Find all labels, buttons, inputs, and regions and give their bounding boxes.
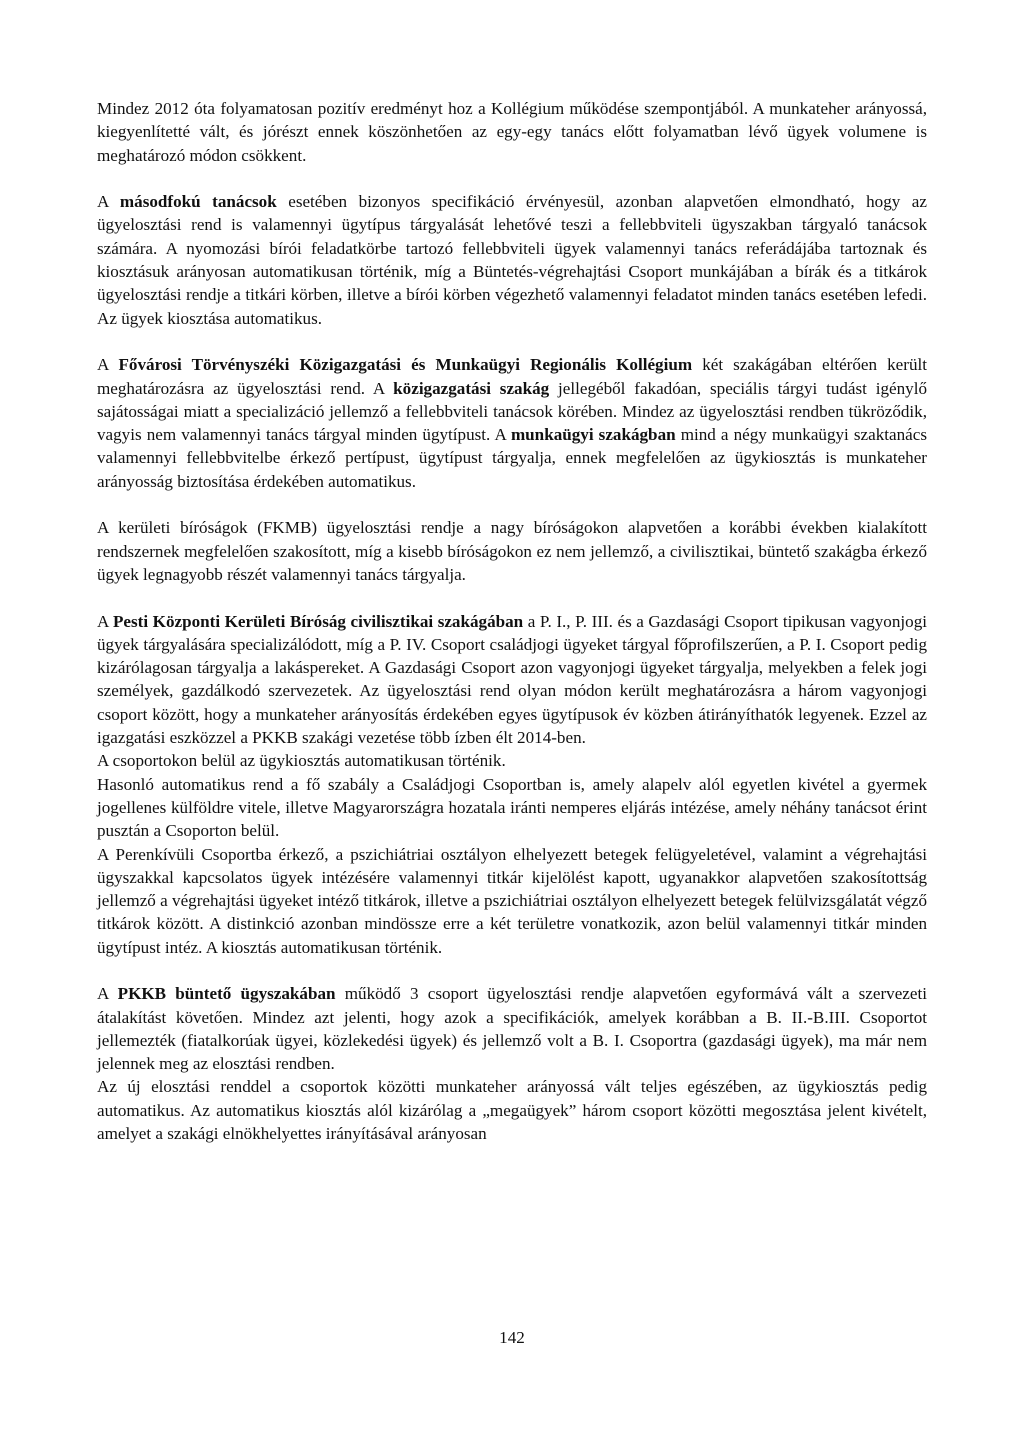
- paragraph-p6: [97, 749, 927, 772]
- bold-text: PKKB büntető ügyszakában: [117, 984, 336, 1004]
- paragraph-p7: [97, 773, 927, 843]
- text-run: A csoportokon belül az ügykiosztás automatikusan történik.: [97, 751, 506, 771]
- paragraph-p5: [97, 610, 927, 750]
- text-run: esetében bizonyos specifikáció érvényesül, azonban alapvetően elmondható, hogy az ügyelosztási rend is valamennyi ügytípus tárgyalását lehetővé teszi a fellebbviteli ügyszakban tárgyaló tanácsok számára. A nyomozási bírói feladatkörbe tartozó fellebbviteli ügyek valamennyi tanács referádájába tartoznak és kiosztásuk arányosan automatikusan történik, míg a Büntetés-végrehajtási Csoport munkájában a bírák és a titkárok ügyelosztási rendje a titkári körben, illetve a bírói körben végezhető valamennyi feladatot minden tanács esetében lefedi. Az ügyek kiosztása automatikus.: [97, 192, 927, 328]
- paragraph-p3: [97, 353, 927, 493]
- bold-text: Pesti Központi Kerületi Bíróság civilisztikai szakágában: [112, 611, 524, 631]
- paragraph-p9: [97, 982, 927, 1075]
- text-run: két szakágában eltérően került meghatározásra az ügyelosztási rend. A: [97, 355, 927, 398]
- text-run: a P. I., P. III. és a Gazdasági Csoport tipikusan vagyonjogi ügyek tárgyalására specializálódott, míg a P. IV. Csoport családjogi ügyeket tárgyal főprofilszerűen, a P. I. Csoport pedig kizárólagosan tárgyalja a lakáspereket. A Gazdasági Csoport azon vagyonjogi ügyeket tárgyalja, melyekben a felek jogi személyek, gazdálkodó szervezetek. Az ügyelosztási rend olyan módon került meghatározásra a három vagyonjogi csoport között, hogy a munkateher arányosítás érdekében egyes ügytípusok év közben átirányíthatók legyenek. Ezzel az igazgatási eszközzel a PKKB szakági vezetése több ízben élt 2014-ben.: [97, 611, 927, 748]
- text-run: jellegéből fakadóan, speciális tárgyi tudást igénylő sajátosságai miatt a specializáció jellemző a fellebbviteli tanácsok körében. Mindez az ügyelosztási rendben tükröződik, vagyis nem valamennyi tanács tárgyal minden ügytípust. A: [97, 378, 928, 445]
- text-run: A kerületi bíróságok (FKMB) ügyelosztási rendje a nagy bíróságokon alapvetően a korábbi években kialakított rendszernek megfelelően szakosított, míg a kisebb bíróságokon ez nem jellemző, a civilisztikai, büntető szakágba érkező ügyek legnagyobb részét valamennyi tanács tárgyalja.: [97, 518, 927, 584]
- text-run: Hasonló automatikus rend a fő szabály a Családjogi Csoportban is, amely alapelv alól egyetlen kivétel a gyermek jogellenes külföldre vitele, illetve Magyarországra hozatala iránti nemperes eljárás intézése, amely néhány tanácsot érint pusztán a Csoporton belül.: [97, 774, 927, 841]
- text-run: működő 3 csoport ügyelosztási rendje alapvetően egyformává vált a szervezeti átalakítást követően. Mindez azt jelenti, hogy azok a specifikációk, amelyek korábban a B. II.-B.III. Csoportot jellemezték (fiatalkorúak ügyei, közlekedési ügyek) és jellemző volt a B. I. Csoportra (gazdasági ügyek), ma már nem jelennek meg az elosztási rendben.: [97, 984, 927, 1074]
- paragraph-p1: [97, 97, 927, 167]
- paragraph-p10: [97, 1075, 927, 1145]
- paragraph-p8: [97, 843, 927, 959]
- paragraph-p4: [97, 516, 927, 586]
- text-run: A: [97, 611, 113, 631]
- bold-text: munkaügyi szakágban: [510, 425, 676, 445]
- bold-text: közigazgatási szakág: [393, 378, 550, 398]
- page-body: [97, 97, 927, 1145]
- text-run: Mindez 2012 óta folyamatosan pozitív eredményt hoz a Kollégium működése szempontjából. A munkateher arányossá, kiegyenlítetté vált, és jórészt ennek köszönhetően az egy-egy tanács előtt folyamatban lévő ügyek volumene is meghatározó módon csökkent.: [97, 99, 927, 165]
- text-run: A: [97, 192, 120, 212]
- paragraph-p2: [97, 190, 927, 330]
- text-run: A: [97, 355, 119, 375]
- bold-text: Fővárosi Törvényszéki Közigazgatási és Munkaügyi Regionális Kollégium: [118, 355, 693, 375]
- text-run: A: [97, 984, 118, 1004]
- text-run: Az új elosztási renddel a csoportok közötti munkateher arányossá vált teljes egészében, az ügykiosztás pedig automatikus. Az automatikus kiosztás alól kizárólag a „megaügyek” három csoport közötti megosztása jelent kivételt, amelyet a szakági elnökhelyettes irányításával arányosan: [97, 1077, 927, 1144]
- page-number: 142: [499, 1328, 525, 1347]
- text-run: mind a négy munkaügyi szaktanács valamennyi fellebbvitelbe érkező pertípust, ügytípust tárgyalja, ennek megfelelően az ügykiosztás is munkateher arányosság biztosítása érdekében automatikus.: [97, 425, 927, 491]
- bold-text: másodfokú tanácsok: [119, 192, 277, 212]
- text-run: A Perenkívüli Csoportba érkező, a pszichiátriai osztályon elhelyezett betegek felügyeletével, valamint a végrehajtási ügyszakkal kapcsolatos ügyek intézésére valamennyi titkár kijelölést kapott, ugyanakkor alapvetően szakosítottság jellemző a végrehajtási ügyeket intéző titkárok, illetve a pszichiátriai osztályon elhelyezett betegek felülvizsgálatát végző titkárok között. A distinkció azonban mindössze erre a két területre vonatkozik, azon belül valamennyi titkár minden ügytípust intéz. A kiosztás automatikusan történik.: [97, 844, 927, 957]
